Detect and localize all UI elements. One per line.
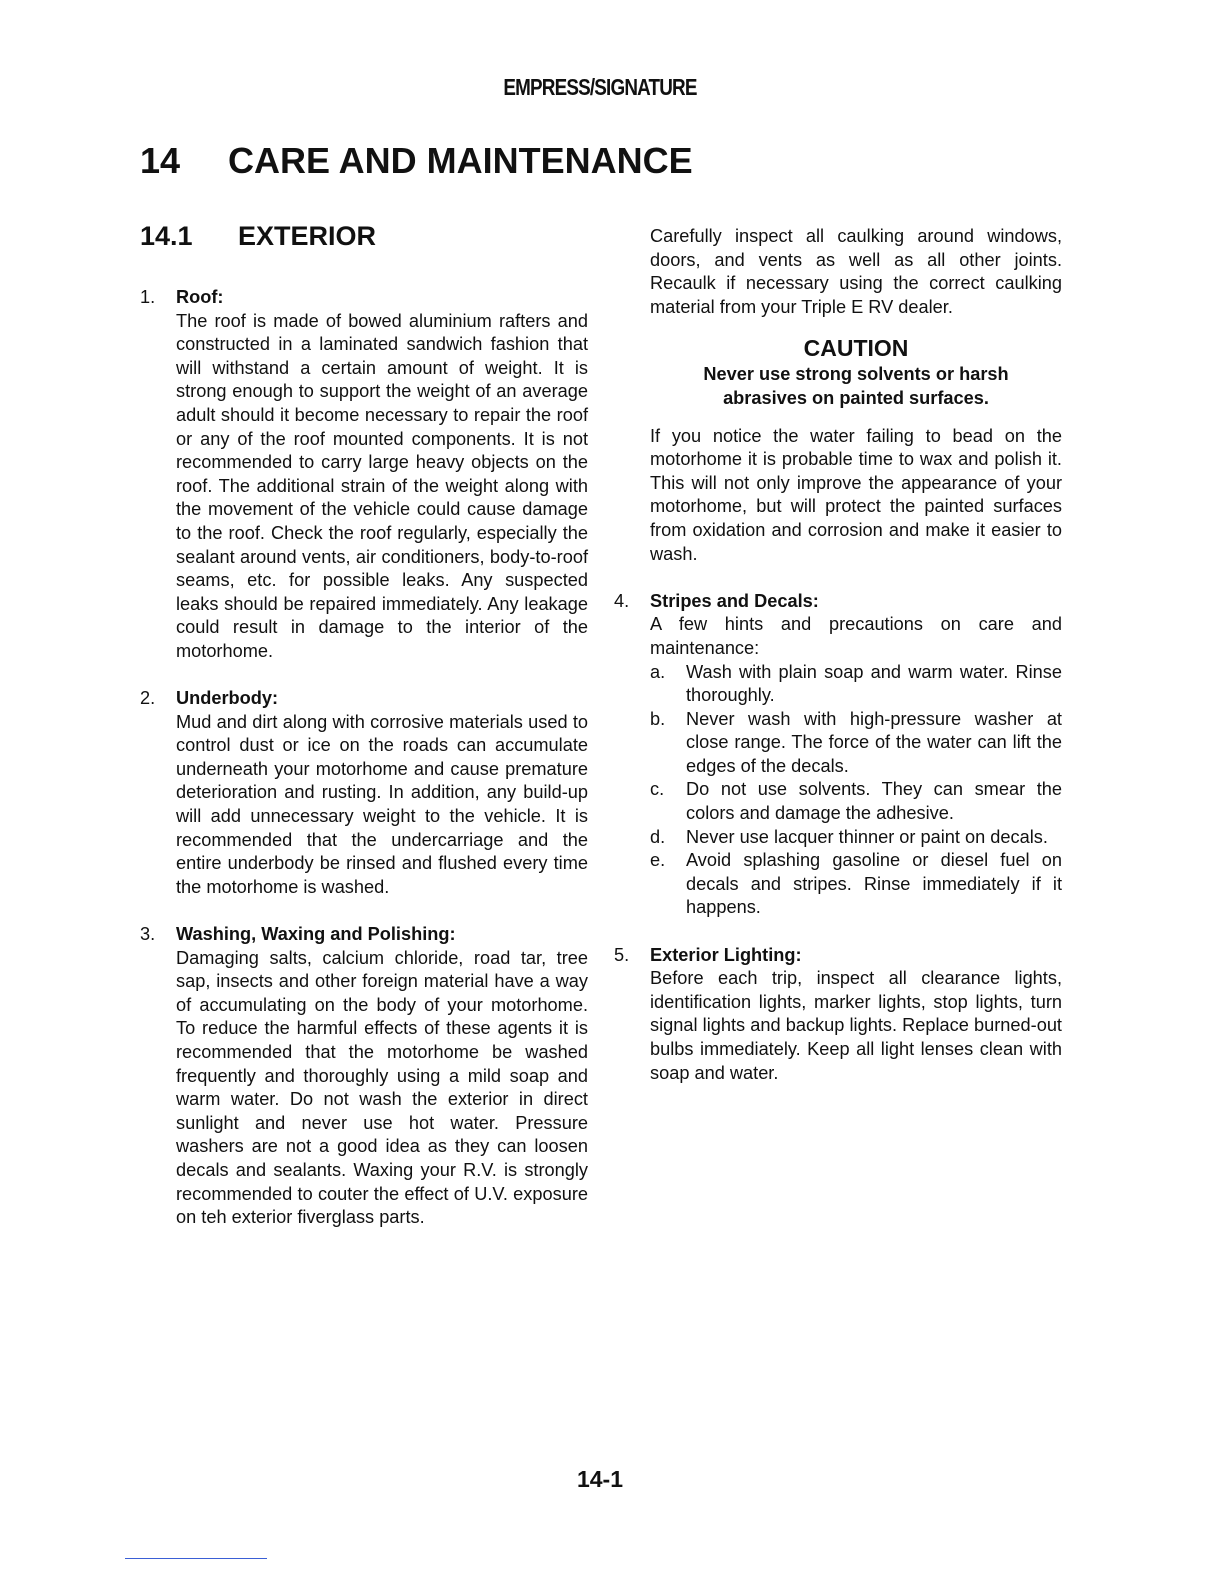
item-body: A few hints and precautions on care and maintenance: <box>650 614 1062 658</box>
section-title: EXTERIOR <box>238 221 377 251</box>
item-number: 1. <box>140 287 156 307</box>
sub-list-item <box>650 661 1062 708</box>
item-title: Stripes and Decals: <box>650 590 819 611</box>
sub-item-letter: e. <box>650 850 666 871</box>
left-column <box>140 286 588 1253</box>
item-title: Exterior Lighting: <box>650 944 802 965</box>
item-body: Damaging salts, calcium chloride, road tar, tree sap, insects and other foreign material have a way of accumulating on the body of your motorhome. To reduce the harmful effects of these agents it is recommended that the motorhome be washed frequently and thoroughly using a mild soap and warm water. Do not wash the exterior in direct sunlight and never use hot water. Pressure washers are not a good idea as they can loosen decals and sealants. Waxing your R.V. is strongly recommended to couter the effect of U.V. exposure on teh exterior fiverglass parts. <box>176 947 588 1228</box>
item-title: Underbody: <box>176 688 279 709</box>
item-body: The roof is made of bowed aluminium rafters and constructed in a laminated sandwich fashion that will withstand a certain amount of weight. It is strong enough to support the weight of an average adult should it become necessary to repair the roof or any of the roof mounted components. It is not recommended to carry large heavy objects on the roof. The additional strain of the weight along with the movement of the vehicle could cause damage to the roof. Check the roof regularly, especially the sealant around vents, air conditioners, body-to-roof seams, etc. for possible leaks. Any suspected leaks should be repaired immediately. Any leakage could result in damage to the interior of the motorhome. <box>176 310 588 661</box>
sub-item-letter: a. <box>650 661 666 682</box>
chapter-number: 14 <box>140 140 181 181</box>
item-body: Before each trip, inspect all clearance lights, identification lights, marker lights, stop lights, turn signal lights and backup lights. Replace burned-out bulbs immediately. Keep all light lenses clean with soap and water. <box>650 968 1062 1083</box>
sub-item-text: Never wash with high-pressure washer at close range. The force of the water can lift the edges of the decals. <box>686 708 1062 776</box>
list-item-stripes <box>614 590 1062 920</box>
caution-title: CAUTION <box>803 335 909 362</box>
sub-item-letter: c. <box>650 779 665 800</box>
sub-list-item <box>650 826 1062 850</box>
list-item-roof <box>140 286 588 664</box>
decal-hints-list <box>650 661 1062 921</box>
chapter-heading <box>140 140 693 182</box>
caulking-paragraph: Carefully inspect all caulking around windows, doors, and vents as well as all other joints. Recaulk if necessary using the correct caulking material from your Triple E RV dealer. <box>650 226 1062 317</box>
caution-box <box>614 333 1062 410</box>
list-item-washing <box>140 923 588 1230</box>
sub-item-letter: b. <box>650 708 666 729</box>
footer-rule <box>125 1558 267 1559</box>
sub-item-letter: d. <box>650 826 666 847</box>
sub-item-text: Do not use solvents. They can smear the colors and damage the adhesive. <box>686 779 1062 824</box>
list-item-underbody <box>140 687 588 899</box>
item-number: 3. <box>140 924 156 945</box>
sub-item-text: Wash with plain soap and warm water. Rinse thoroughly. <box>686 661 1062 706</box>
sub-list-item <box>650 708 1062 779</box>
right-column <box>614 225 1062 1109</box>
item-title: Washing, Waxing and Polishing: <box>176 924 456 945</box>
sub-item-text: Never use lacquer thinner or paint on decals. <box>686 826 1048 847</box>
chapter-title: CARE AND MAINTENANCE <box>228 140 693 181</box>
section-number: 14.1 <box>140 221 193 251</box>
item-number: 4. <box>614 590 630 611</box>
sub-item-text: Avoid splashing gasoline or diesel fuel on decals and stripes. Rinse immediately if it happens. <box>686 850 1062 918</box>
sub-list-item <box>650 849 1062 920</box>
item-number: 5. <box>614 944 630 965</box>
wax-paragraph: If you notice the water failing to bead on the motorhome it is probable time to wax and polish it. This will not only improve the appearance of your motorhome, but will protect the painted surfaces from oxidation and corrosion and make it easier to wash. <box>650 425 1062 564</box>
section-heading <box>140 221 376 252</box>
sub-list-item <box>650 778 1062 825</box>
list-item-lighting <box>614 944 1062 1086</box>
running-header: EMPRESS/SIGNATURE <box>503 74 697 100</box>
caution-body: Never use strong solvents or harsh abrasives on painted surfaces. <box>703 364 1009 408</box>
item-body: Mud and dirt along with corrosive materials used to control dust or ice on the roads can accumulate underneath your motorhome and cause premature deterioration and rusting. In addition, any build-up will add unnecessary weight to the vehicle. It is recommended that the undercarriage and the entire underbody be rinsed and flushed every time the motorhome is washed. <box>176 711 588 897</box>
item-number: 2. <box>140 688 156 709</box>
item-title: Roof: <box>176 287 224 307</box>
page-number: 14-1 <box>576 1466 624 1492</box>
